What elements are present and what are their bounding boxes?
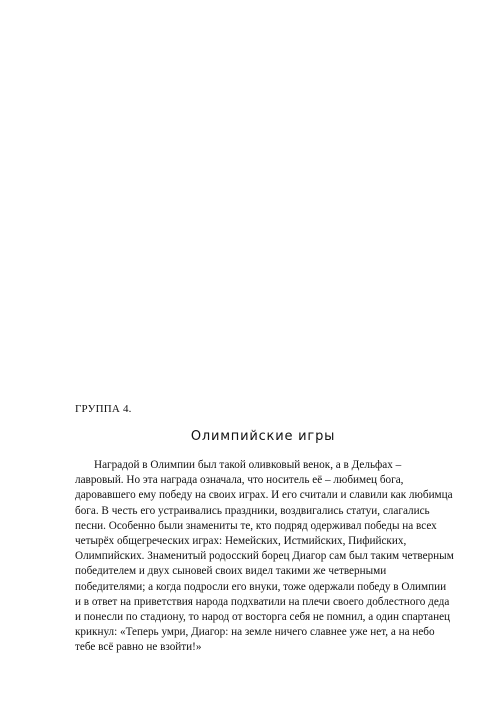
paragraph-line: Олимпийских. Знаменитый родосский борец Диагор сам был таким четверным [75,550,454,563]
paragraph-line: бога. В честь его устраивались праздники, воздвигались статуи, слагались [75,504,430,517]
paragraph-line: четырёх общегреческих играх: Немейских, Истмийских, Пифийских, [75,535,407,548]
body-paragraph [75,458,475,656]
paragraph-line: тебе всё равно не взойти!» [75,641,202,654]
paragraph-line: Наградой в Олимпии был такой оливковый венок, а в Дельфах – [94,459,402,471]
paragraph-line: победителями; а когда подросли его внуки, тоже одержали победу в Олимпии [75,580,447,593]
paragraph-line: крикнул: «Теперь умри, Диагор: на земле ничего славнее уже нет, а на небо [75,626,435,639]
paragraph-line: и понесли по стадиону, то народ от восторга себя не помнил, а один спартанец [75,611,451,624]
paragraph-line: и в ответ на приветствия народа подхватили на плечи своего доблестного деда [75,595,450,608]
paragraph-line: даровавшего ему победу на своих играх. И его считали и славили как любимца [75,489,453,502]
paragraph-line: песни. Особенно были знамениты те, кто подряд одерживал победы на всех [75,519,437,532]
paragraph-line: победителем и двух сыновей своих видел такими же четверными [75,565,387,578]
document-title: Олимпийские игры [190,429,336,444]
group-label: ГРУППА 4. [75,403,132,415]
paragraph-line: лавровый. Но эта награда означала, что носитель её – любимец бога, [75,474,404,487]
